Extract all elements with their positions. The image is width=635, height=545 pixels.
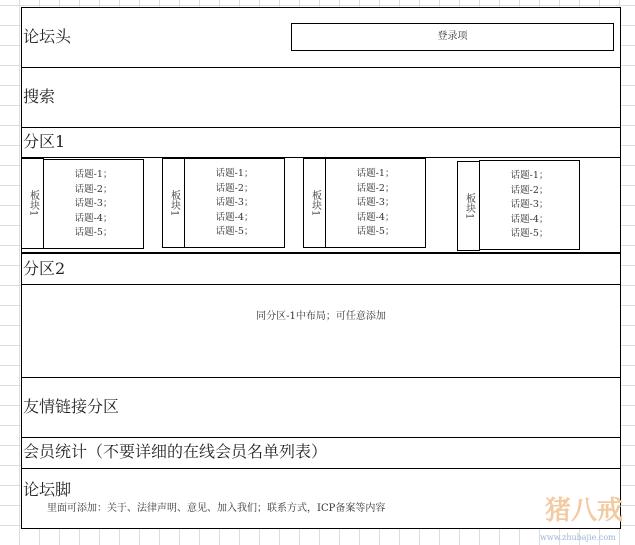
watermark-url: www.zhubajie.com bbox=[540, 533, 616, 542]
search-title: 搜索 bbox=[23, 87, 56, 106]
topic-list bbox=[479, 160, 580, 250]
topic[interactable]: 话题-2； bbox=[510, 184, 549, 196]
block-label[interactable]: 板块1 bbox=[21, 158, 44, 249]
divider bbox=[21, 437, 621, 438]
topic[interactable]: 话题-5； bbox=[74, 227, 113, 238]
watermark-logo: 猪八戒 bbox=[545, 496, 624, 526]
block-label[interactable]: 板块1 bbox=[457, 161, 480, 251]
links-title: 友情链接分区 bbox=[23, 397, 120, 416]
topic[interactable]: 话题-5； bbox=[356, 226, 395, 237]
topic[interactable]: 话题-1； bbox=[215, 168, 254, 179]
zone1-title: 分区1 bbox=[23, 132, 66, 151]
topic[interactable]: 话题-4； bbox=[215, 211, 254, 223]
topic[interactable]: 话题-2； bbox=[356, 182, 395, 194]
footer-note: 里面可添加：关于、法律声明、意见、加入我们；联系方式，ICP备案等内容 bbox=[47, 503, 386, 514]
topic[interactable]: 话题-2； bbox=[74, 183, 113, 195]
topic[interactable]: 话题-3； bbox=[356, 197, 395, 208]
topic-list bbox=[184, 158, 285, 248]
divider bbox=[21, 377, 621, 378]
topic[interactable]: 话题-4； bbox=[356, 211, 395, 223]
header-title: 论坛头 bbox=[23, 27, 72, 46]
zone2-note: 同分区-1中布局；可任意添加 bbox=[256, 311, 386, 322]
topic-list bbox=[43, 159, 144, 249]
topic[interactable]: 话题-3； bbox=[74, 198, 113, 209]
zone2-title: 分区2 bbox=[23, 259, 66, 278]
login-area[interactable]: 登录项 bbox=[291, 23, 614, 51]
topic[interactable]: 话题-1； bbox=[356, 168, 395, 179]
divider bbox=[21, 468, 621, 469]
block-label[interactable]: 板块1 bbox=[303, 158, 326, 248]
topic[interactable]: 话题-5； bbox=[510, 228, 549, 239]
divider bbox=[21, 67, 621, 68]
topic-list bbox=[325, 158, 426, 248]
divider bbox=[21, 127, 621, 128]
topic[interactable]: 话题-1； bbox=[510, 170, 549, 181]
topic[interactable]: 话题-4； bbox=[74, 212, 113, 224]
topic[interactable]: 话题-3； bbox=[510, 199, 549, 210]
topic[interactable]: 话题-2； bbox=[215, 182, 254, 194]
topic[interactable]: 话题-3； bbox=[215, 197, 254, 208]
topic[interactable]: 话题-5； bbox=[215, 226, 254, 237]
block-label[interactable]: 板块1 bbox=[162, 158, 185, 248]
topic[interactable]: 话题-4； bbox=[510, 213, 549, 225]
topic[interactable]: 话题-1； bbox=[74, 169, 113, 180]
divider bbox=[21, 252, 621, 254]
stats-title: 会员统计（不要详细的在线会员名单列表） bbox=[23, 442, 328, 461]
footer-title: 论坛脚 bbox=[23, 480, 72, 499]
divider bbox=[21, 284, 621, 285]
